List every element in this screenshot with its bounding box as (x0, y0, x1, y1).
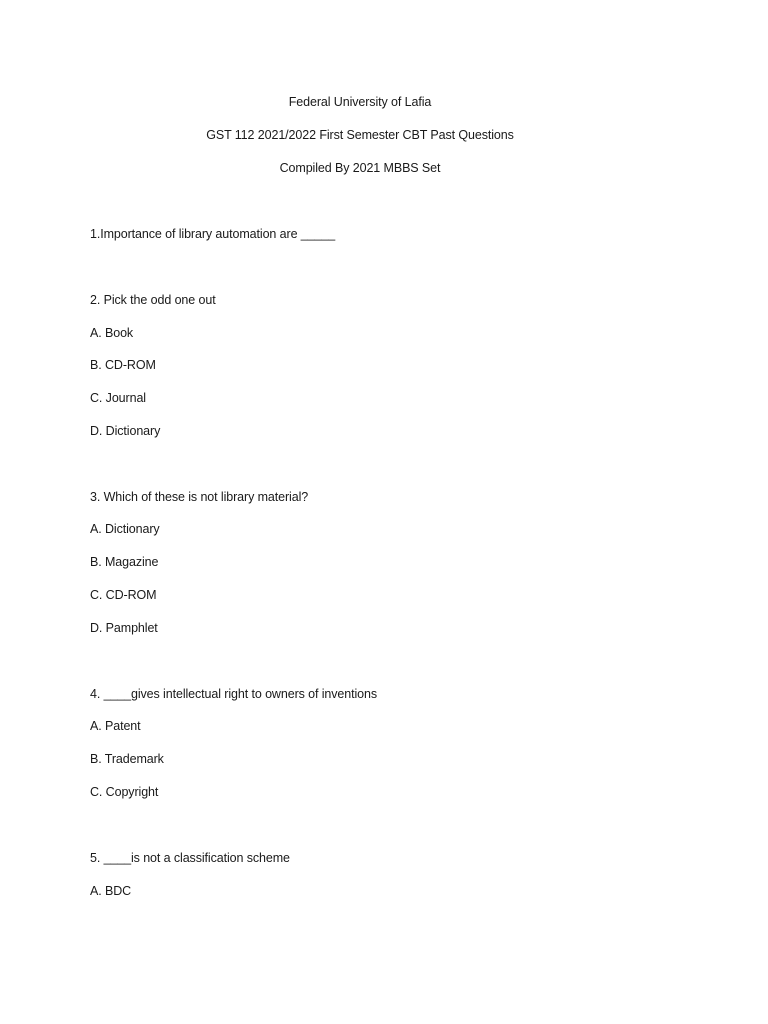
question-2-option-b: B. CD-ROM (90, 358, 156, 372)
question-5: 5. ____is not a classification scheme (90, 851, 290, 865)
question-2-option-d: D. Dictionary (90, 424, 161, 438)
question-4-option-a: A. Patent (90, 719, 141, 733)
compiled-by: Compiled By 2021 MBBS Set (279, 161, 441, 175)
university-title: Federal University of Lafia (288, 95, 432, 109)
question-1: 1.Importance of library automation are _____ (90, 227, 336, 241)
question-2-option-c: C. Journal (90, 391, 146, 405)
question-5-option-a: A. BDC (90, 884, 132, 898)
question-2: 2. Pick the odd one out (90, 293, 216, 307)
question-4: 4. ____gives intellectual right to owners of inventions (90, 687, 378, 701)
question-3-option-c: C. CD-ROM (90, 588, 157, 602)
question-2-option-a: A. Book (90, 326, 134, 340)
question-4-option-c: C. Copyright (90, 785, 159, 799)
question-4-option-b: B. Trademark (90, 752, 164, 766)
question-3-option-a: A. Dictionary (90, 522, 160, 536)
course-title: GST 112 2021/2022 First Semester CBT Past Questions (206, 128, 514, 142)
question-3-option-d: D. Pamphlet (90, 621, 158, 635)
question-3-option-b: B. Magazine (90, 555, 159, 569)
question-3: 3. Which of these is not library material? (90, 490, 309, 504)
